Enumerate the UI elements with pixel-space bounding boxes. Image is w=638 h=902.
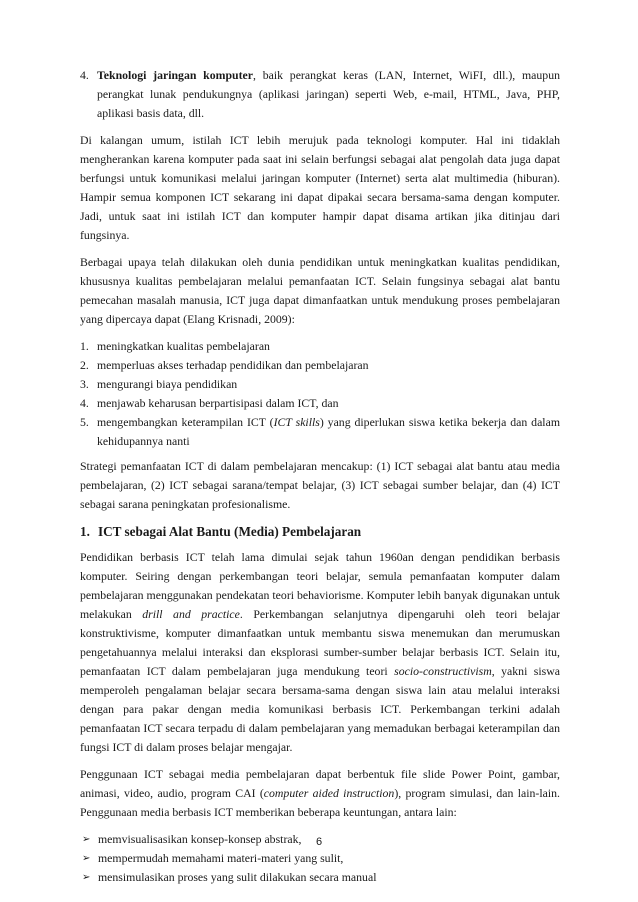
list-item: [80, 394, 560, 413]
paragraph-5: [80, 765, 560, 822]
list-number: 4.: [80, 68, 89, 82]
list-item: [80, 356, 560, 375]
heading-text: ICT sebagai Alat Bantu (Media) Pembelajaran: [98, 524, 362, 539]
page-content: [80, 66, 560, 887]
page-number: 6: [315, 836, 323, 848]
list-item-text: mempermudah memahami materi-materi yang sulit,: [98, 851, 344, 865]
list-item-text: mengurangi biaya pendidikan: [97, 377, 238, 391]
list-item-bold-term: Teknologi jaringan komputer: [97, 68, 253, 82]
text-run: . Perkembangan selanjutnya dipengaruhi oleh teori belajar konstruktivisme, komputer dimanfaatkan untuk membantu siswa menemukan dan merumuskan pengetahuannya melalui interaksi dan eksplorasi sumber-sumber belajar berbasis ICT. Selain itu, pemanfaatan ICT dalam pembelajaran juga mendukung teori: [80, 607, 560, 678]
list-item-text: mensimulasikan proses yang sulit dilakukan secara manual: [98, 870, 377, 884]
list-item-text: menjawab keharusan berpartisipasi dalam ICT, dan: [97, 396, 339, 410]
heading-number: 1.: [80, 524, 90, 539]
paragraph-2: Berbagai upaya telah dilakukan oleh dunia pendidikan untuk meningkatkan kualitas pendidikan, khususnya kualitas pembelajaran melalui pemanfaatan ICT. Selain fungsinya sebagai alat bantu pemecahan masalah manusia, ICT juga dapat dimanfaatkan untuk mendukung proses pembelajaran yang dipercaya dapat (Elang Krisnadi, 2009):: [80, 255, 560, 326]
list-number: 2.: [80, 358, 89, 372]
text-run: , yakni siswa memperoleh pengalaman belajar secara bersama-sama dengan siswa lain atau melalui interaksi dengan para pakar dengan media komunikasi berbasis ICT. Perkembangan terkini adalah pemanfaatan ICT secara terpadu di dalam pembelajaran yang memadukan berbagai keterampilan dan fungsi ICT di dalam proses belajar mengajar.: [80, 664, 560, 754]
italic-term: socio-constructivism: [394, 664, 492, 678]
text-run: Pendidikan berbasis ICT telah lama dimulai sejak tahun 1960an dengan pendidikan berbasis komputer. Seiring dengan perkembangan teori belajar, semula pemanfaatan komputer dalam pembelajaran menggunakan pendekatan teori behaviorisme. Komputer lebih banyak digunakan untuk melakukan: [80, 550, 560, 621]
list-item-4: [80, 66, 560, 123]
paragraph-4: [80, 548, 560, 757]
arrow-bullet-icon: ➢: [82, 853, 91, 864]
italic-term: computer aided instruction: [263, 786, 395, 800]
section-heading: [80, 522, 560, 542]
list-item-text: memperluas akses terhadap pendidikan dan pembelajaran: [97, 358, 369, 372]
list-number: 1.: [80, 339, 89, 353]
list-item-text: meningkatkan kualitas pembelajaran: [97, 339, 270, 353]
list-item: [80, 849, 560, 868]
list-item-text: memvisualisasikan konsep-konsep abstrak,: [98, 832, 302, 846]
list-item: [80, 375, 560, 394]
list-number: 5.: [80, 415, 89, 429]
list-item-text: , baik perangkat keras (LAN, Internet, WiFI, dll.), maupun perangkat lunak pendukungnya (aplikasi jaringan) seperti Web, e-mail, HTML, Java, PHP, aplikasi basis data, dll.: [97, 68, 560, 120]
list-item: [80, 868, 560, 887]
list-number: 4.: [80, 396, 89, 410]
text-run: ), program simulasi, dan lain-lain. Penggunaan media berbasis ICT memberikan beberapa keuntungan, antara lain:: [80, 786, 560, 819]
numbered-list: [80, 337, 560, 451]
arrow-bullet-icon: ➢: [82, 872, 91, 883]
list-item: [80, 413, 560, 451]
list-number: 3.: [80, 377, 89, 391]
arrow-bullet-icon: ➢: [82, 834, 91, 845]
list-item-text: ) yang diperlukan siswa ketika bekerja dan dalam kehidupannya nanti: [97, 415, 561, 448]
list-item-text: mengembangkan keterampilan ICT (: [97, 415, 274, 429]
text-run: Penggunaan ICT sebagai media pembelajaran dapat berbentuk file slide Power Point, gambar, animasi, video, audio, program CAI (: [80, 767, 560, 800]
paragraph-1: Di kalangan umum, istilah ICT lebih merujuk pada teknologi komputer. Hal ini tidaklah mengherankan karena komputer pada saat ini selain berfungsi sebagai alat pengolah data juga dapat berfungsi untuk komunikasi melalui jaringan komputer (Internet) serta alat multimedia (hiburan). Hampir semua komponen ICT sekarang ini dapat dipakai secara bersama-sama dengan komputer. Jadi, untuk saat ini istilah ICT dan komputer hampir dapat disama artikan jika ditinjau dari fungsinya.: [80, 133, 560, 242]
italic-term: drill and practice: [142, 607, 240, 621]
paragraph-3: Strategi pemanfaatan ICT di dalam pembelajaran mencakup: (1) ICT sebagai alat bantu atau media pembelajaran, (2) ICT sebagai sarana/tempat belajar, (3) ICT sebagai sumber belajar, dan (4) ICT sebagai sarana peningkatan profesionalisme.: [80, 459, 560, 511]
italic-term: ICT skills: [273, 415, 320, 429]
list-item: [80, 337, 560, 356]
